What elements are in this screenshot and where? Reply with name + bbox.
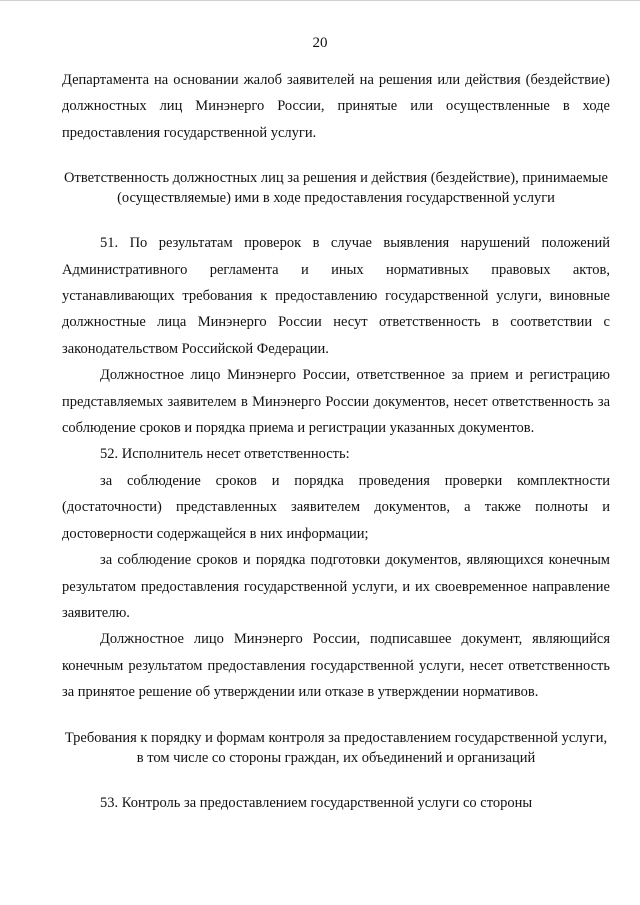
paragraph-signing-officer: Должностное лицо Минэнерго России, подписавшее документ, являющийся конечным результатом предоставления государственной услуги, несет ответственность за принятое решение об утверждении или отказе в утверждении нормативов.	[62, 631, 610, 701]
spacer	[62, 208, 610, 230]
paragraph-52: 52. Исполнитель несет ответственность:	[100, 446, 350, 463]
paragraph-continuation: Департамента на основании жалоб заявителей на решения или действия (бездействие) должностных лиц Минэнерго России, принятые или осуществленные в ходе предоставления государственной услуги.	[62, 72, 610, 141]
spacer	[62, 768, 610, 790]
paragraph-completeness-check: за соблюдение сроков и порядка проведения проверки комплектности (достаточности) представленных заявителем документов, а также полноты и достоверности содержащейся в них информации;	[62, 472, 610, 542]
section-heading-control-requirements: Требования к порядку и формам контроля за предоставлением государственной услуги, в том числе со стороны граждан, их объединений и организаций	[64, 729, 608, 766]
paragraph-51: 51. По результатам проверок в случае выявления нарушений положений Административного регламента и иных нормативных правовых актов, устанавливающих требования к предоставлению государственной услуги, виновные должностные лица Минэнерго России несут ответственность в соответствии с законодательством Российской Федерации.	[62, 235, 610, 357]
section-heading-responsibility: Ответственность должностных лиц за решения и действия (бездействие), принимаемые (осуществляемые) ими в ходе предоставления государственной услуги	[64, 170, 608, 207]
paragraph-53: 53. Контроль за предоставлением государственной услуги со стороны	[100, 794, 533, 811]
paragraph-registration-officer: Должностное лицо Минэнерго России, ответственное за прием и регистрацию представляемых заявителем в Минэнерго России документов, несет ответственность за соблюдение сроков и порядка приема и регистрации указанных документов.	[62, 367, 610, 437]
spacer	[62, 146, 610, 168]
spacer	[62, 706, 610, 728]
document-body	[62, 67, 610, 816]
paragraph-document-preparation: за соблюдение сроков и порядка подготовки документов, являющихся конечным результатом предоставления государственной услуги, и их своевременное направление заявителю.	[62, 552, 610, 621]
page-number: 20	[312, 35, 328, 51]
